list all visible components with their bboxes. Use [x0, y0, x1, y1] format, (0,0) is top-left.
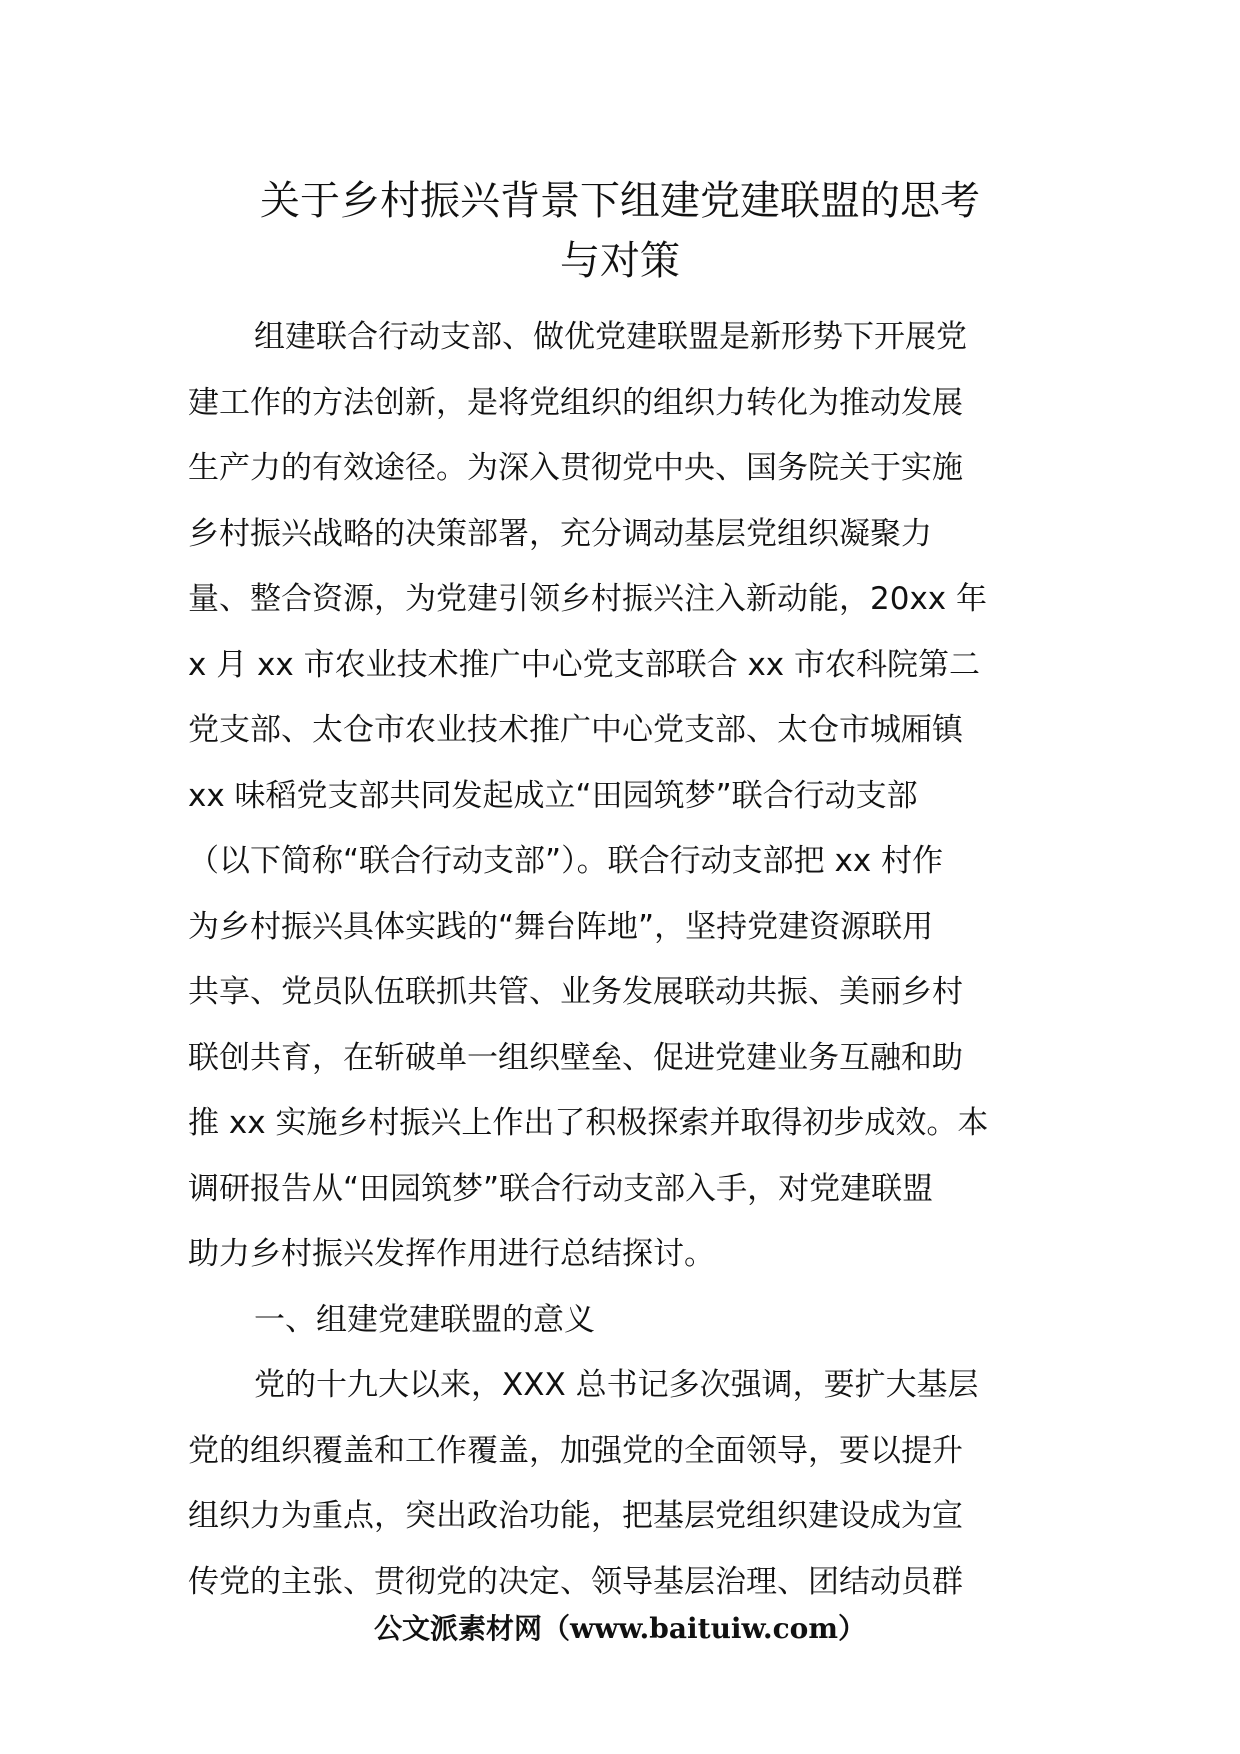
watermark-footer: 公文派素材网（www.baituiw.com） [374, 1612, 866, 1645]
body-line: 组建联合行动支部、做优党建联盟是新形势下开展党 [254, 319, 967, 355]
body-line: 调研报告从“田园筑梦”联合行动支部入手，对党建联盟 [188, 1170, 934, 1207]
body-line: 传党的主张、贯彻党的决定、领导基层治理、团结动员群 [188, 1563, 963, 1600]
body-line: 乡村振兴战略的决策部署，充分调动基层党组织凝聚力 [188, 515, 932, 552]
body-line: 联创共育，在斩破单一组织壁垒、促进党建业务互融和助 [188, 1039, 963, 1076]
body-line: 建工作的方法创新，是将党组织的组织力转化为推动发展 [188, 384, 963, 421]
body-line: 助力乡村振兴发挥作用进行总结探讨。 [188, 1236, 715, 1272]
document-title-line-2: 与对策 [560, 238, 680, 284]
body-line: 量、整合资源，为党建引领乡村振兴注入新动能，20xx 年 [188, 581, 987, 617]
document-body [188, 305, 1068, 1615]
body-line: 党的组织覆盖和工作覆盖，加强党的全面领导，要以提升 [188, 1432, 963, 1469]
section-heading: 一、组建党建联盟的意义 [254, 1301, 595, 1338]
body-line: 为乡村振兴具体实践的“舞台阵地”，坚持党建资源联用 [188, 908, 934, 945]
body-line: x 月 xx 市农业技术推广中心党支部联合 xx 市农科院第二 [188, 646, 980, 683]
body-line: 推 xx 实施乡村振兴上作出了积极探索并取得初步成效。本 [188, 1105, 989, 1141]
body-line: 生产力的有效途径。为深入贯彻党中央、国务院关于实施 [188, 450, 963, 486]
document-title-line-1: 关于乡村振兴背景下组建党建联盟的思考 [260, 178, 980, 224]
body-line: xx 味稻党支部共同发起成立“田园筑梦”联合行动支部 [188, 777, 918, 814]
body-line: 共享、党员队伍联抓共管、业务发展联动共振、美丽乡村 [188, 974, 963, 1010]
body-line: （以下简称“联合行动支部”）。联合行动支部把 xx 村作 [188, 843, 944, 879]
body-line: 组织力为重点，突出政治功能，把基层党组织建设成为宣 [188, 1498, 963, 1534]
body-line: 党的十九大以来，XXX 总书记多次强调，要扩大基层 [254, 1367, 979, 1403]
body-line: 党支部、太仓市农业技术推广中心党支部、太仓市城厢镇 [188, 712, 963, 748]
